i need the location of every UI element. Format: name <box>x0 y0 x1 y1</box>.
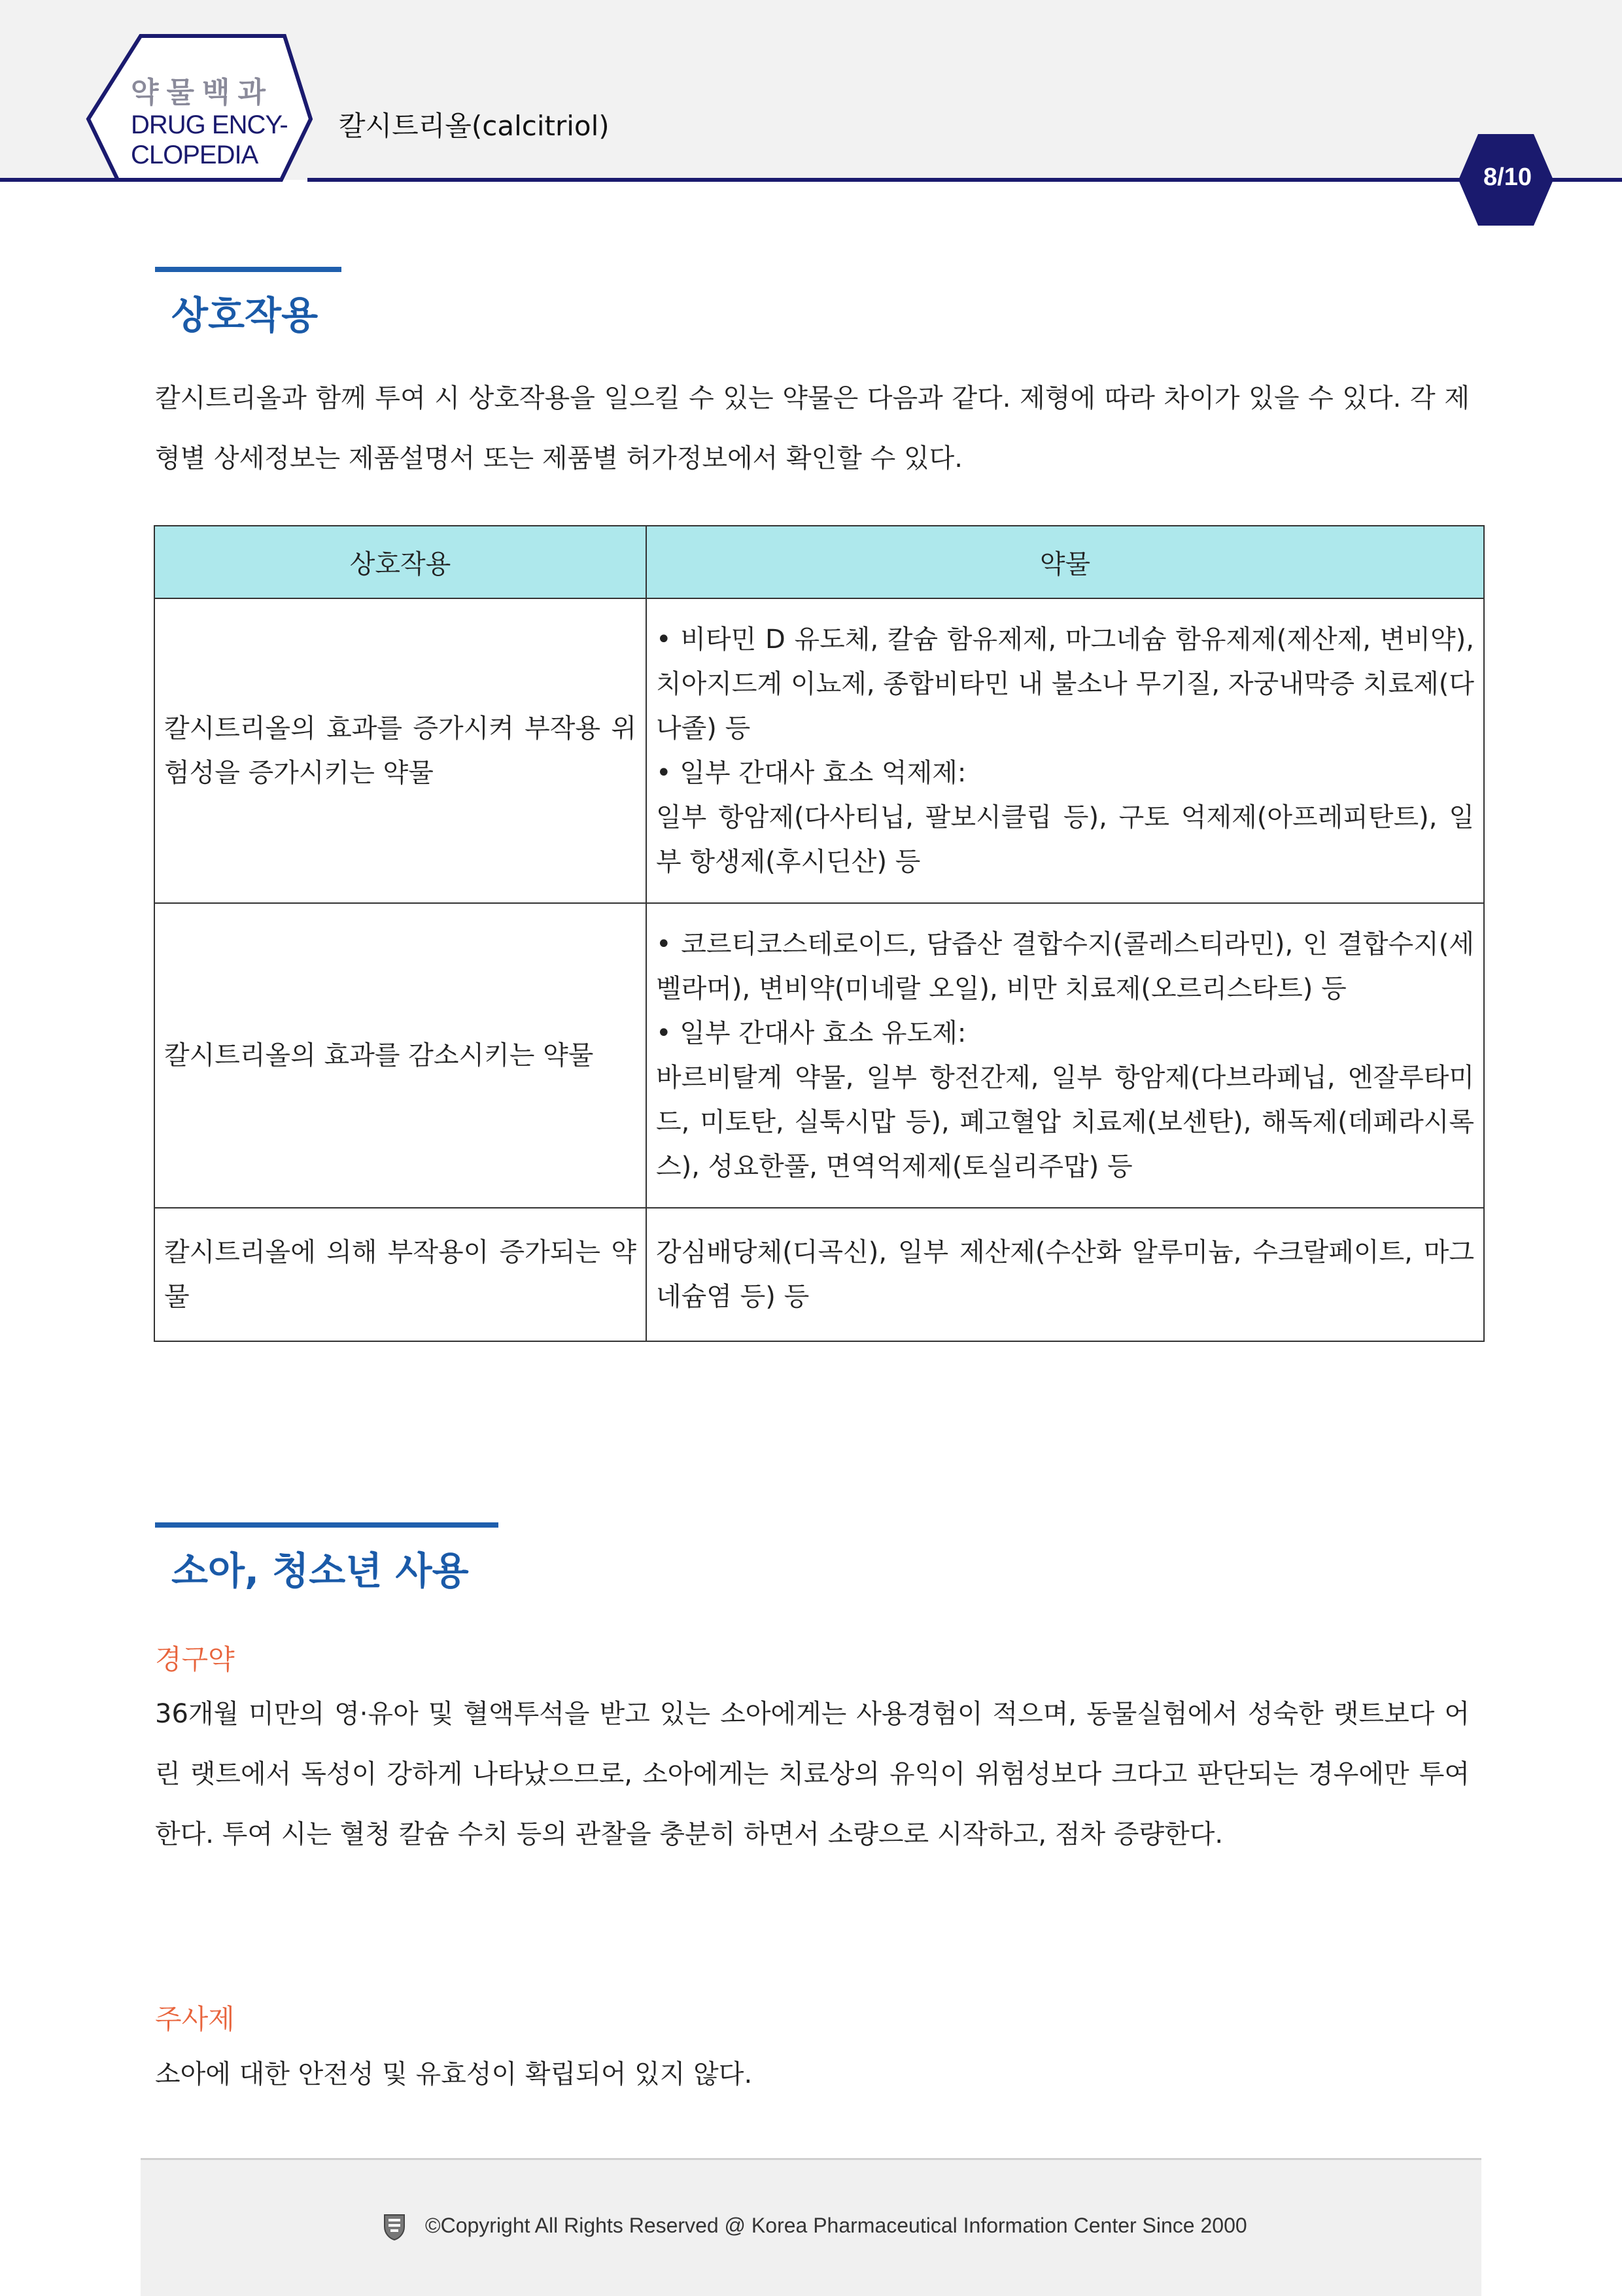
interaction-cell: 칼시트리올의 효과를 증가시켜 부작용 위험성을 증가시키는 약물 <box>154 598 646 903</box>
interactions-intro: 칼시트리올과 함께 투여 시 상호작용을 일으킬 수 있는 약물은 다음과 같다. 제형에 따라 차이가 있을 수 있다. 각 제형별 상세정보는 제품설명서 또는 제품별 허가정보에서 확인할 수 있다. <box>155 383 1470 473</box>
table-header-row <box>154 526 1484 598</box>
drugs-cell <box>646 598 1484 903</box>
footer-copyright: ©Copyright All Rights Reserved @ Korea Pharmaceutical Information Center Since 2000 <box>425 2214 1247 2237</box>
drug-item: • 일부 간대사 효소 억제제: <box>656 758 967 788</box>
logo-korean: 약물백과 <box>131 76 274 109</box>
section-title-pediatric: 소아, 청소년 사용 <box>171 1549 469 1593</box>
shield-logo-icon <box>383 2212 406 2241</box>
drug-item: • 일부 간대사 효소 유도제: <box>656 1018 967 1048</box>
drug-item: 강심배당체(디곡신), 일부 제산제(수산화 알루미늄, 수크랄페이트, 마그네슘염 등) 등 <box>656 1237 1474 1312</box>
injection-paragraph: 소아에 대한 안전성 및 유효성이 확립되어 있지 않다. <box>155 2059 753 2089</box>
drug-item: 바르비탈계 약물, 일부 항전간제, 일부 항암제(다브라페닙, 엔잘루타미드, 미토탄, 실툭시맙 등), 폐고혈압 치료제(보센탄), 해독제(데페라시록스), 성요한풀, 면역억제제(토실리주맙) 등 <box>656 1063 1474 1182</box>
table-header-drugs: 약물 <box>646 526 1484 598</box>
section-bar-interactions <box>155 267 341 272</box>
drug-item: • 비타민 D 유도체, 칼슘 함유제제, 마그네슘 함유제제(제산제, 변비약), 치아지드계 이뇨제, 종합비타민 내 불소나 무기질, 자궁내막증 치료제(다나졸) 등 <box>656 625 1474 744</box>
document-title: 칼시트리올(calcitriol) <box>339 110 610 142</box>
page-number: 8/10 <box>1483 163 1532 191</box>
interaction-cell: 칼시트리올에 의해 부작용이 증가되는 약물 <box>154 1208 646 1341</box>
logo-english-line2: CLOPEDIA <box>131 141 258 169</box>
drugs-cell <box>646 903 1484 1208</box>
interactions-table <box>154 525 1485 1342</box>
drugs-cell <box>646 1208 1484 1341</box>
interaction-cell: 칼시트리올의 효과를 감소시키는 약물 <box>154 903 646 1208</box>
drug-item: 일부 항암제(다사티닙, 팔보시클립 등), 구토 억제제(아프레피탄트), 일부 항생제(후시딘산) 등 <box>656 802 1474 877</box>
section-bar-pediatric <box>155 1522 498 1528</box>
table-header-interaction: 상호작용 <box>154 526 646 598</box>
oral-paragraph: 36개월 미만의 영·유아 및 혈액투석을 받고 있는 소아에게는 사용경험이 적으며, 동물실험에서 성숙한 랫트보다 어린 랫트에서 독성이 강하게 나타났으므로, 소아에게는 치료상의 유익이 위험성보다 크다고 판단되는 경우에만 투여한다. 투여 시는 혈청 칼슘 수치 등의 관찰을 충분히 하면서 소량으로 시작하고, 점차 증량한다. <box>155 1699 1470 1849</box>
injection-subheading: 주사제 <box>155 2003 235 2035</box>
logo-english <box>131 110 288 170</box>
oral-subheading: 경구약 <box>155 1643 235 1675</box>
section-title-interactions: 상호작용 <box>171 293 319 337</box>
table-row <box>154 598 1484 903</box>
table-row <box>154 903 1484 1208</box>
table-row <box>154 1208 1484 1341</box>
drug-item: • 코르티코스테로이드, 담즙산 결합수지(콜레스티라민), 인 결합수지(세벨라머), 변비약(미네랄 오일), 비만 치료제(오르리스타트) 등 <box>656 929 1474 1004</box>
logo-english-line1: DRUG ENCY- <box>131 111 288 139</box>
